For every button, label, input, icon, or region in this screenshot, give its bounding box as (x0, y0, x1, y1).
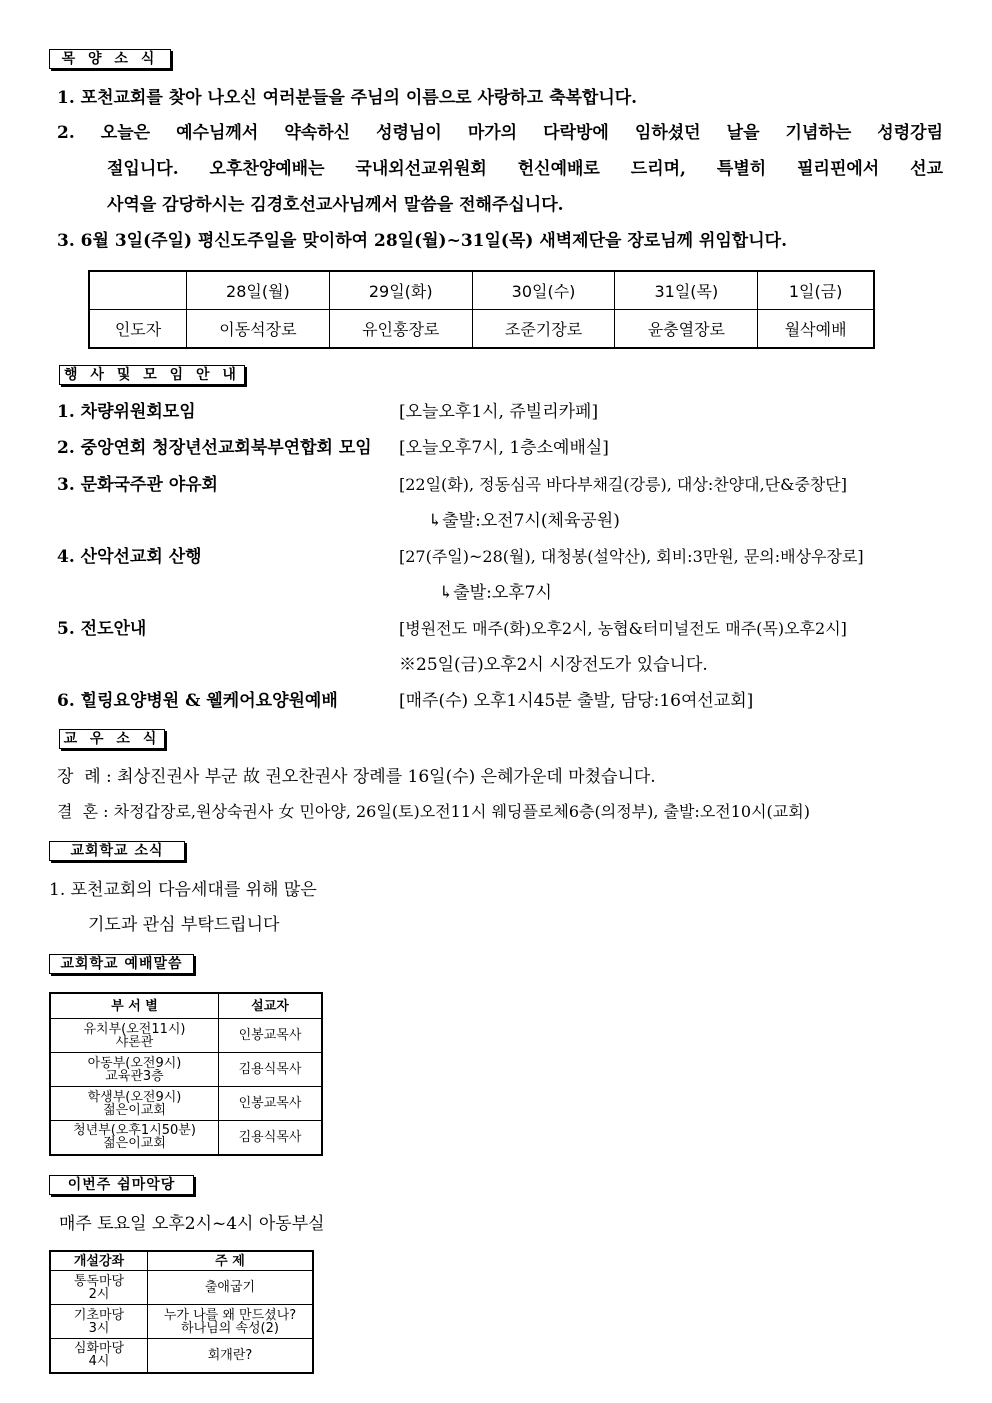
table-row (50, 1339, 313, 1373)
dept-cell (50, 1019, 219, 1053)
event-1-title: 1. 차량위원회모임 (57, 402, 196, 422)
table-row (50, 1053, 322, 1087)
course-name: 기초마당 (73, 1307, 125, 1323)
dept-place: 젊은이교회 (103, 1102, 166, 1118)
wedding-notice: 결 혼 : 차정갑장로,원상숙권사 女 민아양, 26일(토)오전11시 웨딩플로체6층(의정부), 출발:오전10시(교회) (57, 802, 810, 821)
table-row (89, 310, 874, 349)
table-header-cell: 부 서 별 (50, 993, 219, 1019)
event-6-title: 6. 힐링요양병원 & 웰케어요양원예배 (57, 691, 338, 711)
topic-line-2: 하나님의 속성(2) (181, 1320, 279, 1336)
dept-name: 유치부(오전11시) (83, 1021, 186, 1037)
table-cell: 조준기장로 (472, 310, 615, 349)
course-cell (50, 1339, 148, 1373)
table-row (89, 271, 874, 310)
dept-name: 청년부(오후1시50분) (73, 1123, 196, 1139)
table-header-cell: 28일(월) (187, 271, 330, 310)
event-4-detail: [27(주일)~28(월), 대청봉(설악산), 회비:3만원, 문의:배상우장로] (399, 547, 864, 566)
dept-name: 학생부(오전9시) (87, 1089, 182, 1105)
school-line-2: 기도과 관심 부탁드립니다 (88, 915, 280, 935)
event-1-detail: [오늘오후1시, 쥬빌리카페] (399, 402, 599, 422)
topic-cell (148, 1305, 314, 1339)
table-cell: 유인홍장로 (329, 310, 472, 349)
school-worship-table (49, 992, 323, 1156)
funeral-notice: 장 례 : 최상진권사 부군 故 권오찬권사 장례를 16일(수) 은혜가운데 마쳤습니다. (57, 767, 656, 787)
course-name: 통독마당 (73, 1273, 125, 1289)
dept-place: 교육관3층 (105, 1068, 164, 1084)
event-3-detail: [22일(화), 정동심곡 바다부채길(강릉), 대상:찬양대,단&중창단] (399, 475, 847, 494)
event-2-detail: [오늘오후7시, 1층소예배실] (399, 438, 609, 458)
table-header-cell: 설교자 (219, 993, 323, 1019)
section-label-events: 행 사 및 모 임 안 내 (59, 365, 245, 385)
table-row (50, 1271, 313, 1305)
section-label-news: 목 양 소 식 (49, 49, 171, 69)
dept-cell (50, 1053, 219, 1087)
preacher-cell: 인봉교목사 (219, 1019, 323, 1053)
event-2-title: 2. 중앙연회 청장년선교회북부연합회 모임 (57, 438, 372, 458)
table-header-cell: 주 제 (148, 1251, 314, 1271)
dept-cell (50, 1087, 219, 1121)
topic-line-1: 출애굽기 (204, 1280, 256, 1295)
news-item-3: 3. 6월 3일(주일) 평신도주일을 맞이하여 28일(월)~31일(목) 새벽제단을 장로님께 위임합니다. (57, 231, 787, 251)
table-row (50, 1087, 322, 1121)
table-header-cell: 개설강좌 (50, 1251, 148, 1271)
preacher-cell: 김용식목사 (219, 1121, 323, 1155)
table-header-cell: 29일(화) (329, 271, 472, 310)
event-5-detail: [병원전도 매주(화)오후2시, 농협&터미널전도 매주(목)오후2시] (399, 619, 847, 638)
topic-line-1: 회개란? (207, 1347, 253, 1363)
event-5-title: 5. 전도안내 (57, 619, 147, 639)
table-row (50, 1251, 313, 1271)
topic-cell (148, 1339, 314, 1373)
table-row (50, 1019, 322, 1053)
course-name: 심화마당 (73, 1341, 125, 1357)
table-header-cell: 30일(수) (472, 271, 615, 310)
preacher-cell: 인봉교목사 (219, 1087, 323, 1121)
news-item-2-line-2: 절입니다. 오후찬양예배는 국내외선교위원회 헌신예배로 드리며, 특별히 필리핀에서 선교 (107, 159, 943, 179)
preacher-cell: 김용식목사 (219, 1053, 323, 1087)
table-cell: 이동석장로 (187, 310, 330, 349)
course-cell (50, 1305, 148, 1339)
event-3-sub: ↳출발:오전7시(체육공원) (428, 511, 620, 531)
course-time: 3시 (88, 1320, 110, 1336)
dept-place: 샤론관 (115, 1034, 154, 1050)
section-label-members: 교 우 소 식 (59, 729, 165, 749)
event-3-title: 3. 문화국주관 야유회 (57, 475, 218, 495)
table-cell: 윤충열장로 (615, 310, 758, 349)
dept-place: 젊은이교회 (103, 1136, 166, 1152)
table-row (50, 1121, 322, 1155)
table-row (50, 1305, 313, 1339)
topic-line-1: 누가 나를 왜 만드셨나? (163, 1307, 297, 1323)
event-5-sub: ※25일(금)오후2시 시장전도가 있습니다. (399, 655, 708, 675)
rest-course-table (49, 1250, 314, 1374)
rest-schedule: 매주 토요일 오후2시~4시 아동부실 (59, 1214, 325, 1234)
table-cell: 월삭예배 (758, 310, 874, 349)
course-time: 2시 (88, 1286, 110, 1302)
table-row-label: 인도자 (89, 310, 187, 349)
table-corner-cell (89, 271, 187, 310)
section-label-rest: 이번주 쉼마악당 (49, 1175, 194, 1195)
school-line-1: 1. 포천교회의 다음세대를 위해 많은 (49, 880, 317, 900)
section-label-school-worship: 교회학교 예배말씀 (49, 954, 194, 974)
section-label-school: 교회학교 소식 (49, 841, 185, 861)
news-item-1: 1. 포천교회를 찾아 나오신 여러분들을 주님의 이름으로 사랑하고 축복합니다. (57, 88, 638, 108)
news-item-2-line-3: 사역을 감당하시는 김경호선교사님께서 말씀을 전해주십니다. (107, 195, 564, 215)
table-row (50, 993, 322, 1019)
event-4-title: 4. 산악선교회 산행 (57, 547, 202, 567)
news-item-2-line-1: 2. 오늘은 예수님께서 약속하신 성령님이 마가의 다락방에 임하셨던 날을 기념하는 성령강림 (57, 123, 943, 143)
course-time: 4시 (88, 1354, 110, 1370)
event-6-detail: [매주(수) 오후1시45분 출발, 담당:16여선교회] (399, 691, 754, 711)
table-header-cell: 1일(금) (758, 271, 874, 310)
dept-name: 아동부(오전9시) (87, 1055, 182, 1071)
course-cell (50, 1271, 148, 1305)
table-header-cell: 31일(목) (615, 271, 758, 310)
event-4-sub: ↳출발:오후7시 (439, 583, 552, 603)
dawn-service-table (88, 270, 875, 349)
dept-cell (50, 1121, 219, 1155)
topic-cell (148, 1271, 314, 1305)
